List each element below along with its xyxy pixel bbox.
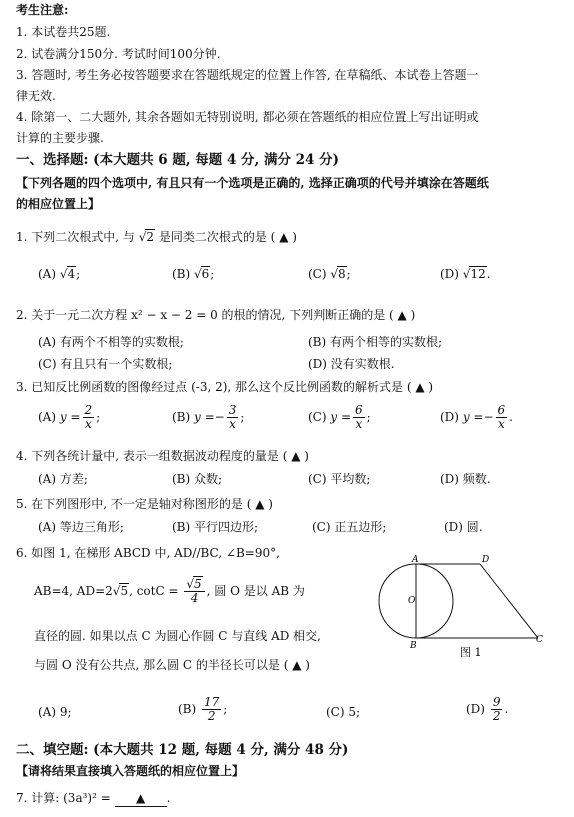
notice-item: 律无效. [16,89,56,103]
q5-option-a: (A) 等边三角形; [38,520,124,534]
notice-item: 4. 除第一、二大题外, 其余各题如无特别说明, 都必须在答题纸的相应位置上写出证明或 [16,110,479,124]
q6-option-b: (B) $\frac{17}{2}$ ; [178,695,228,723]
q5-option-b: (B) 平行四边形; [172,520,259,534]
q1-sqrt: √2 [138,230,155,244]
answer-mark: ▲ [135,791,146,805]
q2-option-b: (B) 有两个相等的实数根; [308,335,443,349]
q1-option-a: (A) √4; [38,267,81,281]
question-2-stem: 2. 关于一元二次方程 x² − x − 2 = 0 的根的情况, 下列判断正确的是 ( ▲ ) [16,308,416,322]
q2-option-d: (D) 没有实数根. [308,357,395,371]
answer-mark: ▲ [415,380,425,394]
question-6-line: 6. 如图 1, 在梯形 ABCD 中, AD//BC, ∠B=90°, [16,546,280,560]
q1-option-b: (B) √6; [172,267,215,281]
label-a: A [412,555,419,565]
question-6-line: 直径的圆. 如果以点 C 为圆心作圆 C 与直线 AD 相交, [34,629,321,643]
answer-mark: ▲ [255,497,265,511]
q3-option-d: (D) y =− $\frac{6}{x}$ . [440,403,513,431]
q5-option-c: (C) 正五边形; [312,520,387,534]
q3-option-c: (C) y = $\frac{6}{x}$ ; [308,403,371,431]
notice-item: 3. 答题时, 考生务必按答题要求在答题纸规定的位置上作答, 在草稿纸、本试卷上答题一 [16,68,479,82]
q4-option-a: (A) 方差; [38,472,88,486]
answer-mark: ▲ [279,230,289,244]
q6-option-a: (A) 9; [38,705,72,719]
label-d: D [482,555,490,565]
notice-title: 考生注意: [16,3,69,17]
q5-option-d: (D) 圆. [444,520,483,534]
question-6-line: AB=4, AD=2√5, cotC = $\frac{√5}{4}$ , 圆 O 是以 AB 为 [34,577,305,605]
segment-dc [480,564,538,638]
label-b: B [410,641,417,651]
q6-option-c: (C) 5; [326,705,361,719]
q2-option-a: (A) 有两个不相等的实数根; [38,335,184,349]
figure-caption: 图 1 [460,646,482,659]
section1-instruction: 的相应位置上】 [16,197,101,211]
question-6-line: 与圆 O 没有公共点, 那么圆 C 的半径长可以是 ( ▲ ) [34,658,310,672]
question-5-stem: 5. 在下列图形中, 不一定是轴对称图形的是 ( ▲ ) [16,497,273,511]
question-3-stem: 3. 已知反比例函数的图像经过点 (-3, 2), 那么这个反比例函数的解析式是 ( ▲ ) [16,380,434,394]
notice-item: 计算的主要步骤. [16,131,104,145]
q3-option-b: (B) y =− $\frac{3}{x}$ ; [172,403,245,431]
section2-heading: 二、填空题: (本大题共 12 题, 每题 4 分, 满分 48 分) [16,742,349,758]
q2-option-c: (C) 有且只有一个实数根; [38,357,173,371]
section1-instruction: 【下列各题的四个选项中, 有且只有一个选项是正确的, 选择正确项的代号并填涂在答题纸 [16,176,489,190]
section2-instruction: 【请将结果直接填入答题纸的相应位置上】 [16,764,245,778]
notice-item: 1. 本试卷共25题. [16,25,111,39]
section1-heading: 一、选择题: (本大题共 6 题, 每题 4 分, 满分 24 分) [16,152,340,168]
q6-option-d: (D) $\frac{9}{2}$ . [466,695,509,723]
figure-1-trapezoid [370,552,560,662]
q3-option-a: (A) y = $\frac{2}{x}$ ; [38,403,101,431]
notice-item: 2. 试卷满分150分. 考试时间100分钟. [16,47,221,61]
q1-stem-text: 1. 下列二次根式中, 与 [16,230,135,244]
question-7-stem: 7. 计算: (3a³)² = ▲ . [16,791,171,805]
label-c: C [536,635,543,645]
q1-stem-text: 是同类二次根式的是 ( [158,230,276,244]
q4-option-b: (B) 众数; [172,472,223,486]
label-o: O [408,596,416,606]
q4-option-c: (C) 平均数; [308,472,371,486]
answer-mark: ▲ [397,308,407,322]
q4-option-d: (D) 频数. [440,472,491,486]
question-1-stem: 1. 下列二次根式中, 与 √2 是同类二次根式的是 ( ▲ ) [16,230,297,244]
q1-option-d: (D) √12. [440,267,491,281]
q1-option-c: (C) √8; [308,267,351,281]
question-4-stem: 4. 下列各统计量中, 表示一组数据波动程度的量是 ( ▲ ) [16,449,309,463]
answer-mark: ▲ [291,449,301,463]
answer-mark: ▲ [292,658,302,672]
